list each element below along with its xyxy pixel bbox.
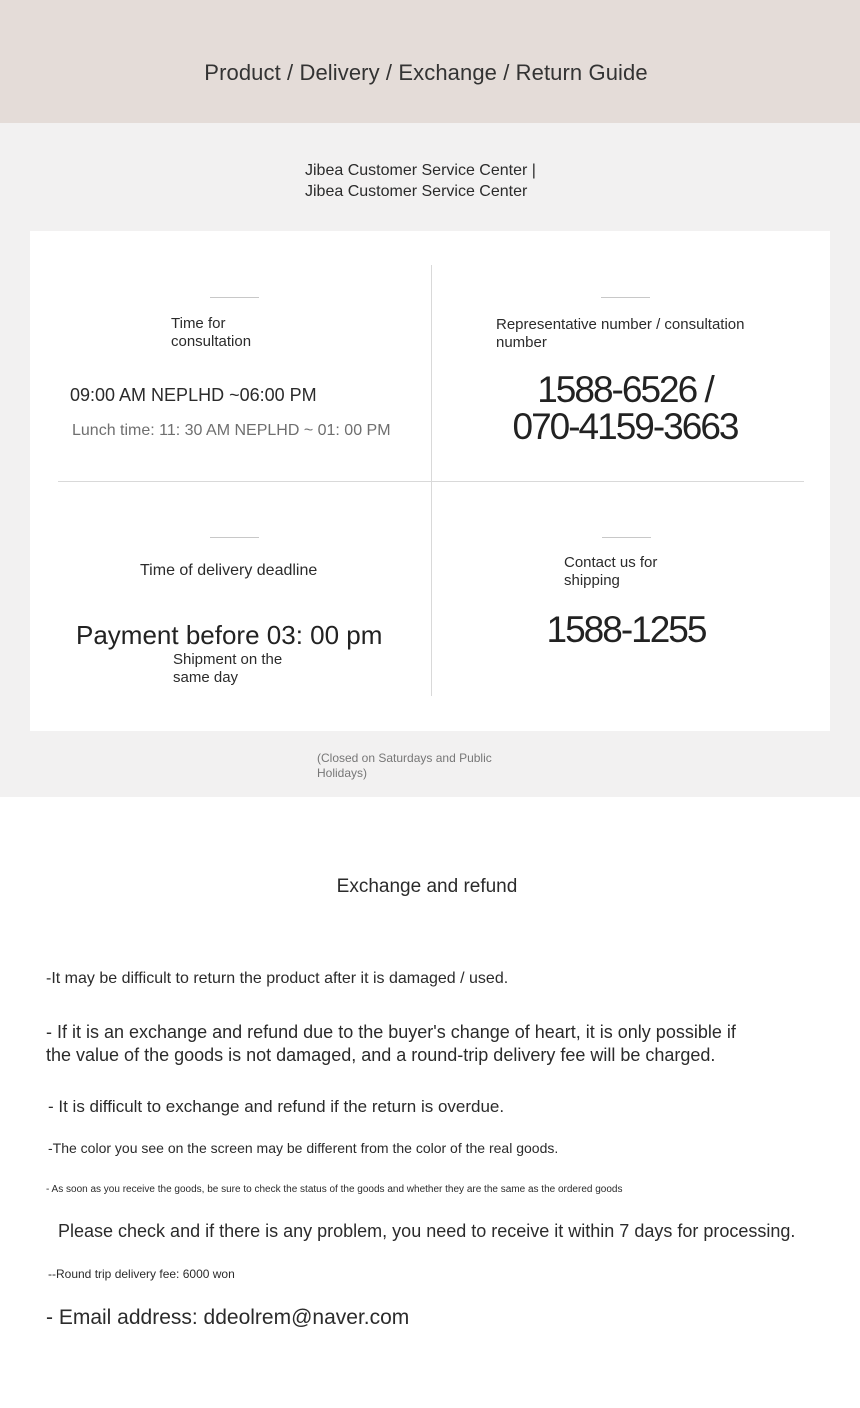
rule-overdue: - It is difficult to exchange and refund if the return is overdue.: [48, 1097, 505, 1116]
header-banner: [0, 0, 860, 123]
email-address: - Email address: ddeolrem@naver.com: [46, 1306, 410, 1329]
consultation-time-label: [171, 315, 251, 351]
rule-delivery-fee: --Round trip delivery fee: 6000 won: [48, 1267, 235, 1281]
rule-change-of-heart-line1: - If it is an exchange and refund due to the buyer's change of heart, it is only possible if: [46, 1022, 736, 1042]
consultation-hours: 09:00 AM NEPLHD ~06:00 PM: [70, 385, 317, 405]
rule-check-goods: - As soon as you receive the goods, be sure to check the status of the goods and whether they are the same as the ordered goods: [46, 1184, 623, 1195]
representative-label: [496, 316, 776, 352]
service-info-card: [30, 231, 830, 731]
payment-deadline: Payment before 03: 00 pm: [76, 620, 383, 650]
rule-seven-days: Please check and if there is any problem, you need to receive it within 7 days for processing.: [58, 1221, 796, 1241]
representative-label-line2: number: [496, 334, 547, 351]
horizontal-divider: [58, 481, 804, 482]
shipment-note-line2: same day: [173, 669, 239, 686]
customer-service-title-line2: Jibea Customer Service Center: [305, 183, 528, 200]
representative-number-line2: 070-4159-3663: [512, 406, 738, 447]
rule-change-of-heart-line2: the value of the goods is not damaged, and a round-trip delivery fee will be charged.: [46, 1045, 716, 1065]
shipping-contact-number: 1588-1255: [546, 609, 706, 650]
representative-label-line1: Representative number / consultation: [496, 316, 745, 333]
closed-note: [317, 751, 527, 781]
rule-damaged: -It may be difficult to return the product after it is damaged / used.: [46, 970, 509, 987]
delivery-deadline-label: Time of delivery deadline: [140, 562, 318, 579]
shipping-contact-label-line1: Contact us for: [564, 554, 658, 571]
consultation-time-label-line2: consultation: [171, 333, 252, 350]
shipping-contact-label-line2: shipping: [564, 572, 620, 589]
customer-service-title-line1: Jibea Customer Service Center |: [305, 162, 536, 179]
representative-number: [470, 371, 780, 445]
shipment-note-line1: Shipment on the: [173, 651, 283, 668]
consultation-time-label-line1: Time for: [171, 315, 226, 332]
closed-note-line2: Holidays): [317, 766, 368, 780]
page-title: Product / Delivery / Exchange / Return Guide: [204, 60, 648, 85]
accent-line: [210, 297, 259, 298]
closed-note-line1: (Closed on Saturdays and Public: [317, 751, 492, 765]
customer-service-title: [305, 160, 605, 202]
accent-line: [210, 537, 259, 538]
shipping-contact-label: [564, 554, 657, 590]
accent-line: [601, 297, 650, 298]
accent-line: [602, 537, 651, 538]
exchange-section-title: Exchange and refund: [336, 876, 518, 897]
rule-change-of-heart: [46, 1021, 736, 1067]
shipment-note: [173, 651, 282, 687]
rule-color: -The color you see on the screen may be different from the color of the real goods.: [48, 1140, 559, 1156]
lunch-time: Lunch time: 11: 30 AM NEPLHD ~ 01: 00 PM: [72, 422, 391, 439]
representative-number-line1: 1588-6526 /: [537, 369, 713, 410]
